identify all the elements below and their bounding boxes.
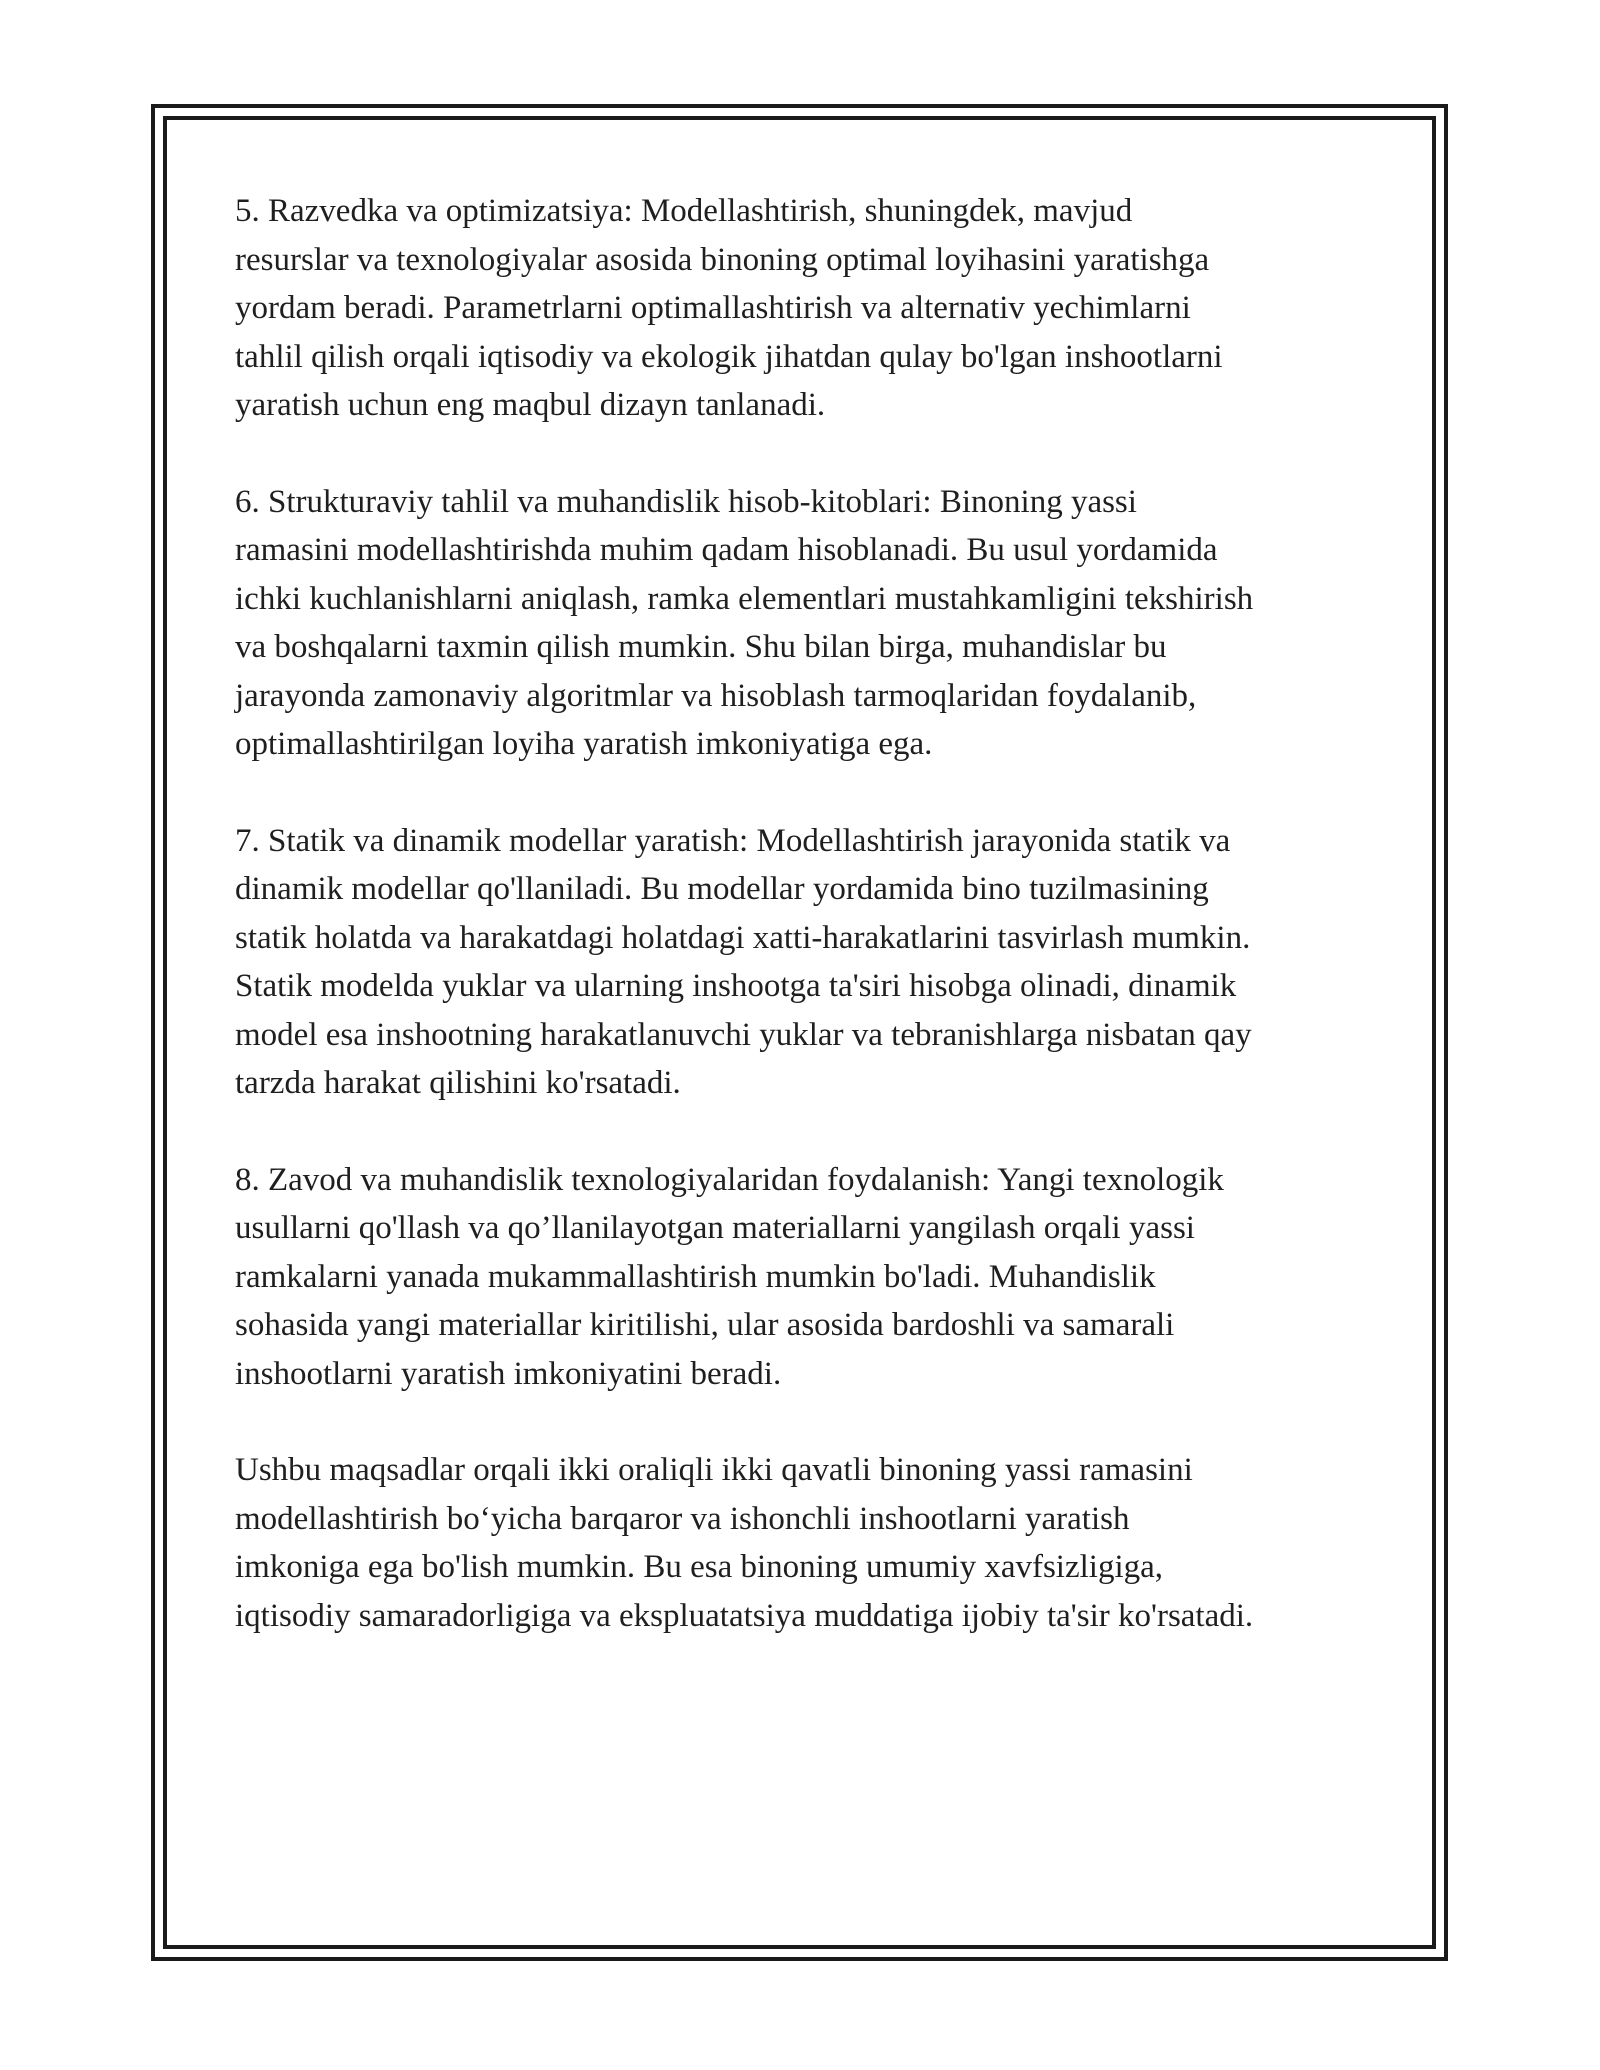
text-line: ramasini modellashtirishda muhim qadam hisoblanadi. Bu usul yordamida xyxy=(235,532,1218,568)
document-body xyxy=(235,187,1375,1688)
paragraph-conclusion xyxy=(235,1446,1375,1640)
text-line: 6. Strukturaviy tahlil va muhandislik hisob-kitoblari: Binoning yassi xyxy=(235,483,1137,520)
text-line: dinamik modellar qo'llaniladi. Bu modellar yordamida bino tuzilmasining xyxy=(235,871,1209,907)
text-line: usullarni qo'llash va qo’llanilayotgan materiallarni yangilash orqali yassi xyxy=(235,1210,1195,1246)
text-line: Statik modelda yuklar va ularning inshootga ta'siri hisobga olinadi, dinamik xyxy=(235,968,1237,1004)
text-line: inshootlarni yaratish imkoniyatini beradi. xyxy=(235,1355,782,1392)
text-line: tahlil qilish orqali iqtisodiy va ekologik jihatdan qulay bo'lgan inshootlarni xyxy=(235,338,1223,375)
text-line: yaratish uchun eng maqbul dizayn tanlanadi. xyxy=(235,387,826,423)
paragraph-technologies xyxy=(235,1156,1375,1399)
text-line: Ushbu maqsadlar orqali ikki oraliqli ikki qavatli binoning yassi ramasini xyxy=(235,1452,1193,1488)
text-line: sohasida yangi materiallar kiritilishi, ular asosida bardoshli va samarali xyxy=(235,1307,1175,1343)
text-line: 8. Zavod va muhandislik texnologiyalaridan foydalanish: Yangi texnologik xyxy=(235,1161,1224,1198)
text-line: optimallashtirilgan loyiha yaratish imkoniyatiga ega. xyxy=(235,726,933,762)
text-line: ramkalarni yanada mukammallashtirish mumkin bo'ladi. Muhandislik xyxy=(235,1258,1156,1295)
paragraph-static-dynamic-models xyxy=(235,817,1375,1108)
text-line: yordam beradi. Parametrlarni optimallashtirish va alternativ yechimlarni xyxy=(235,290,1191,326)
text-line: jarayonda zamonaviy algoritmlar va hisoblash tarmoqlaridan foydalanib, xyxy=(235,677,1197,714)
paragraph-optimization xyxy=(235,187,1375,430)
text-line: model esa inshootning harakatlanuvchi yuklar va tebranishlarga nisbatan qay xyxy=(235,1016,1252,1053)
text-line: 5. Razvedka va optimizatsiya: Modellashtirish, shuningdek, mavjud xyxy=(235,193,1133,229)
text-line: resurslar va texnologiyalar asosida binoning optimal loyihasini yaratishga xyxy=(235,241,1210,278)
paragraph-structural-analysis xyxy=(235,478,1375,769)
text-line: modellashtirish bo‘yicha barqaror va ishonchli inshootlarni yaratish xyxy=(235,1500,1130,1537)
text-line: statik holatda va harakatdagi holatdagi xatti-harakatlarini tasvirlash mumkin. xyxy=(235,919,1251,956)
text-line: imkoniga ega bo'lish mumkin. Bu esa binoning umumiy xavfsizligiga, xyxy=(235,1549,1164,1585)
text-line: 7. Statik va dinamik modellar yaratish: Modellashtirish jarayonida statik va xyxy=(235,822,1231,859)
text-line: va boshqalarni taxmin qilish mumkin. Shu bilan birga, muhandislar bu xyxy=(235,629,1167,665)
text-line: tarzda harakat qilishini ko'rsatadi. xyxy=(235,1065,681,1101)
text-line: ichki kuchlanishlarni aniqlash, ramka elementlari mustahkamligini tekshirish xyxy=(235,580,1254,617)
text-line: iqtisodiy samaradorligiga va ekspluatatsiya muddatiga ijobiy ta'sir ko'rsatadi. xyxy=(235,1597,1254,1634)
